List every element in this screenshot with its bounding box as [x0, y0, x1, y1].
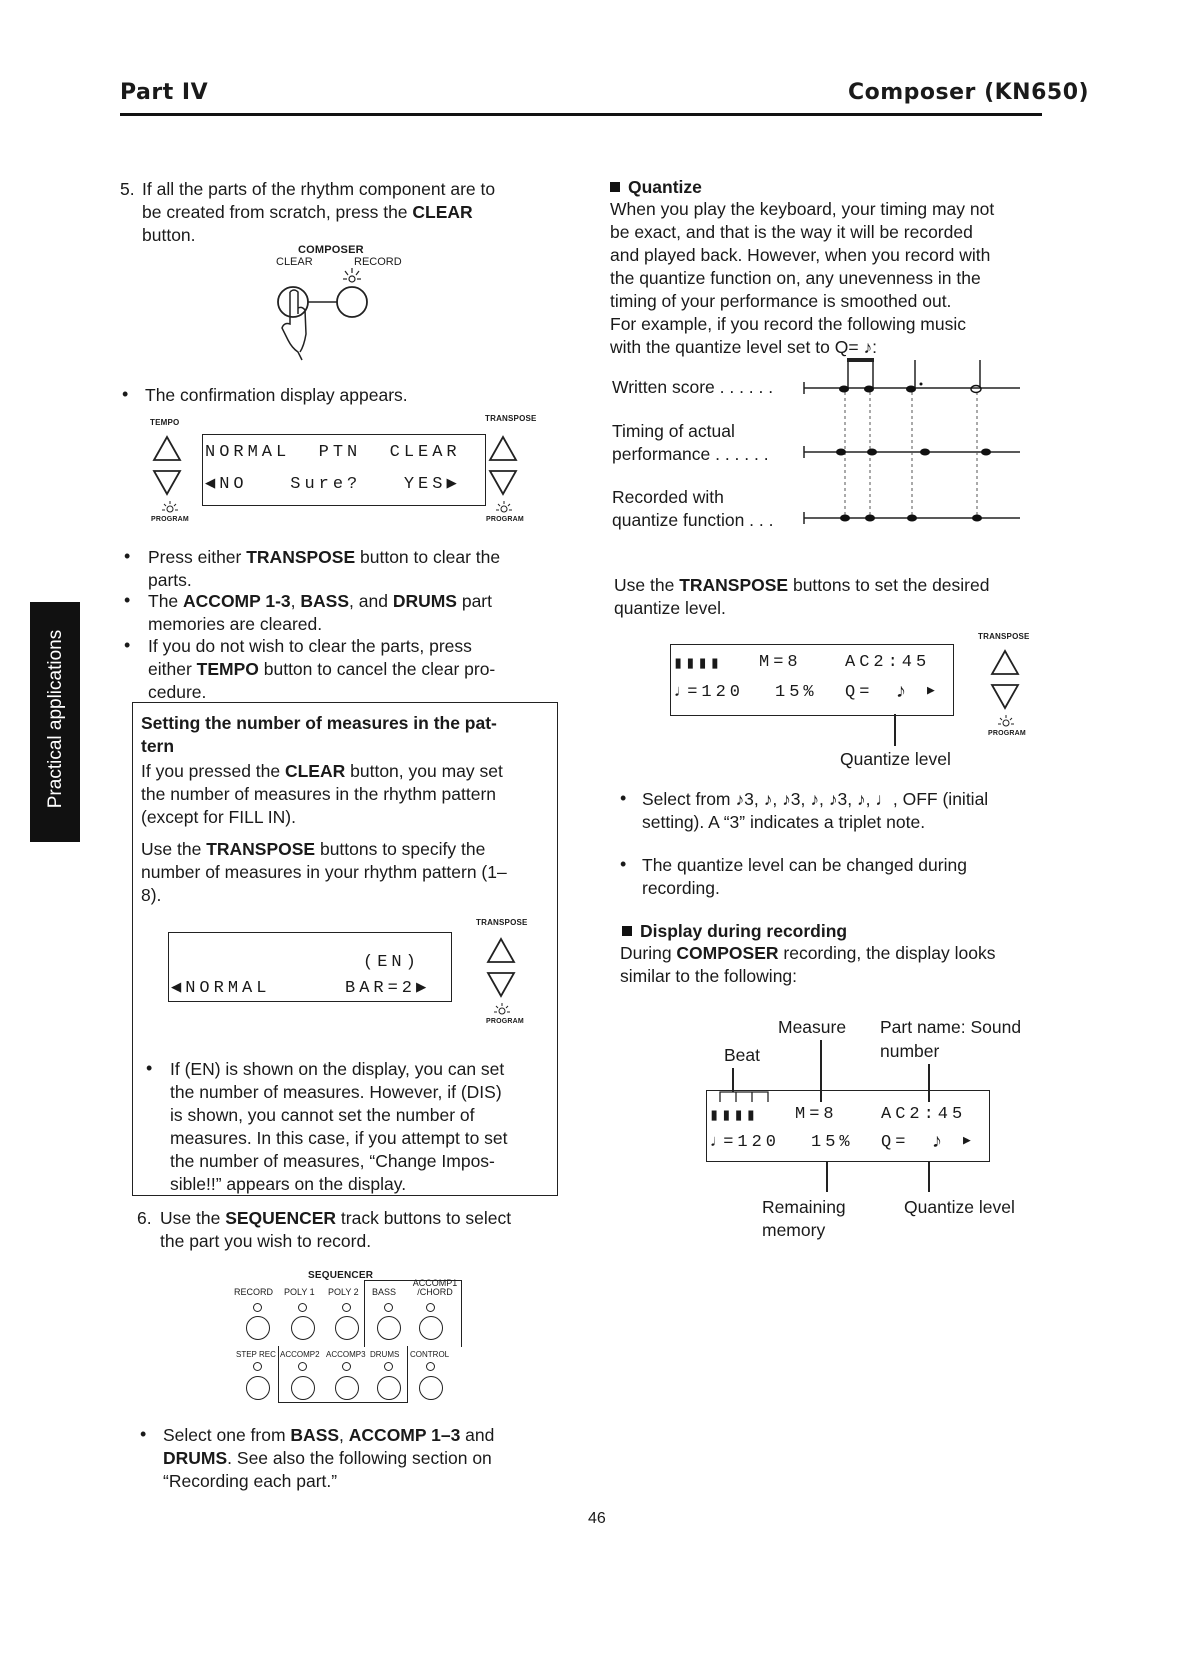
seq-button-poly2[interactable] [335, 1316, 359, 1340]
use-transpose-l2: quantize level. [614, 598, 726, 618]
box-bullet-l4: measures. In this case, if you attempt to set [170, 1128, 508, 1148]
lcd-measures [168, 932, 452, 1002]
seq-label: POLY 1 [284, 1287, 315, 1297]
text: During [620, 943, 677, 963]
program-right-label: PROGRAM [486, 516, 524, 523]
drums-word: DRUMS [163, 1448, 228, 1468]
text: If you pressed the [141, 761, 285, 781]
step5-num: 5. [120, 179, 135, 199]
clear-label: CLEAR [276, 256, 313, 268]
bullet: • [122, 384, 129, 404]
step6-line1 [160, 1207, 511, 1230]
lcd-line2b: BAR=2▶ [345, 979, 431, 998]
transpose-word: TRANSPOSE [246, 547, 356, 567]
seq-label: ACCOMP2 [280, 1350, 320, 1359]
seq-led [426, 1303, 435, 1312]
qlevel-pointer [928, 1162, 930, 1192]
bass-word: BASS [290, 1425, 340, 1445]
transpose-word: TRANSPOSE [679, 575, 789, 595]
lcd-part: AC2:45 [845, 653, 931, 672]
seq-led [253, 1303, 262, 1312]
sequencer-label: SEQUENCER [308, 1270, 374, 1281]
quantize-l2: be exact, and that is the way it will be recorded [610, 222, 973, 242]
seq-button-accomp2[interactable] [291, 1376, 315, 1400]
text: button to clear the [355, 547, 501, 567]
page-number: 46 [588, 1510, 606, 1527]
seq-led [253, 1362, 262, 1371]
box-bullet-l6: sible!!” appears on the display. [170, 1174, 407, 1194]
bullet: • [124, 546, 131, 566]
measure-label: Measure [778, 1017, 847, 1037]
seq-button-bass[interactable] [377, 1316, 401, 1340]
text: , [339, 1425, 349, 1445]
composer-buttons-figure [270, 262, 400, 362]
seq-led [342, 1303, 351, 1312]
seq-led [342, 1362, 351, 1371]
text: track buttons to select [336, 1208, 512, 1228]
program-label: PROGRAM [988, 730, 1026, 737]
box-p2-line2: number of measures in your rhythm pattern (1– [141, 862, 507, 882]
display-l1 [620, 942, 995, 965]
quantize-l3: and played back. However, when you record with [610, 245, 991, 265]
seq-label: ACCOMP1 /CHORD [412, 1278, 458, 1297]
transpose-label: TRANSPOSE [476, 918, 528, 927]
seq-label: CONTROL [410, 1350, 450, 1359]
display-l2: similar to the following: [620, 966, 798, 986]
bullet: • [140, 1424, 147, 1444]
side-tab-label: Practical applications [45, 629, 66, 809]
seq-label: BASS [372, 1287, 397, 1297]
seq-led [298, 1303, 307, 1312]
lcd-arrow-icon: ▶ [963, 1133, 975, 1148]
transpose-up-icon[interactable] [488, 434, 518, 464]
bullet4-line2 [163, 1447, 492, 1470]
transpose-up-icon[interactable] [486, 936, 516, 966]
lcd-line1: (EN) [363, 953, 420, 972]
bullet1-line2: parts. [148, 570, 192, 590]
lcd-line1: NORMAL PTN CLEAR [205, 443, 461, 462]
tempo-up-icon[interactable] [152, 434, 182, 464]
lcd-beats: ▮▮▮▮ [709, 1107, 758, 1126]
quantize-l5: timing of your performance is smoothed out. [610, 291, 952, 311]
program-left-icon [160, 500, 180, 516]
box-p1-line1 [141, 760, 503, 783]
seq-label: ACCOMP3 [326, 1350, 366, 1359]
text: Use the [141, 839, 207, 859]
step5-line3: button. [142, 225, 196, 245]
tempo-word: TEMPO [196, 659, 259, 679]
header-title: Composer (KN650) [848, 80, 1090, 105]
lcd-beats: ▮▮▮▮ [673, 655, 722, 674]
seq-led [384, 1303, 393, 1312]
quantize-title: Quantize [628, 177, 702, 197]
quantize-l1: When you play the keyboard, your timing may not [610, 199, 995, 219]
text: recording, the display looks [778, 943, 996, 963]
drums-word: DRUMS [392, 591, 457, 611]
change-l1: The quantize level can be changed during [642, 855, 967, 875]
step5-line2 [142, 201, 473, 224]
quantize-l4: the quantize function on, any unevenness in the [610, 268, 981, 288]
clear-word: CLEAR [284, 761, 346, 781]
lcd-memory: 15% [811, 1133, 854, 1152]
step6-line2: the part you wish to record. [160, 1231, 372, 1251]
text: be created from scratch, press the [142, 202, 413, 222]
transpose-down-icon[interactable] [990, 682, 1020, 712]
text: buttons to specify the [315, 839, 486, 859]
quantize-pointer [894, 714, 896, 746]
select-l1: Select from ♪3, ♪, ♪3, ♪, ♪3, ♪, ♩, OFF (initial [642, 789, 989, 809]
text: Press either [148, 547, 247, 567]
lcd-tempo: ♩=120 [709, 1133, 781, 1152]
bullet4-line3: “Recording each part.” [163, 1471, 338, 1491]
composer-word: COMPOSER [676, 943, 779, 963]
seq-button-steprec[interactable] [246, 1376, 270, 1400]
seq-button-drums[interactable] [377, 1376, 401, 1400]
lcd-tempo: ♩=120 [673, 683, 745, 702]
bullet: • [620, 788, 627, 808]
bullet1-line1 [148, 546, 500, 569]
box-bullet-l3: is shown, you cannot set the number of [170, 1105, 475, 1125]
bullet2-line2: memories are cleared. [148, 614, 323, 634]
text: part [456, 591, 493, 611]
bullet3-line1: If you do not wish to clear the parts, press [148, 636, 472, 656]
select-l2: setting). A “3” indicates a triplet note. [642, 812, 926, 832]
beat-pointer [732, 1068, 734, 1092]
timing-actual-2: performance . . . . . . [612, 444, 769, 464]
seq-led [298, 1362, 307, 1371]
box-title-line1: Setting the number of measures in the pat- [141, 713, 497, 733]
timing-recorded-2: quantize function . . . [612, 510, 774, 530]
transpose-down-icon[interactable] [488, 468, 518, 498]
lcd-recording [706, 1090, 990, 1162]
bullet3-line2 [148, 658, 495, 681]
text: Use the [614, 575, 680, 595]
clear-word: CLEAR [412, 202, 473, 222]
lcd-q: Q= [881, 1133, 910, 1152]
bullet: • [124, 635, 131, 655]
text: either [148, 659, 197, 679]
bullet3-line3: cedure. [148, 682, 207, 702]
lcd-part: AC2:45 [881, 1105, 967, 1124]
beat-label: Beat [724, 1045, 760, 1065]
seq-button-accomp3[interactable] [335, 1376, 359, 1400]
seq-label: DRUMS [370, 1350, 400, 1359]
header-rule [120, 113, 1042, 116]
lcd-line2a: ◀NORMAL [171, 979, 271, 998]
box-bullet-l2: the number of measures. However, if (DIS) [170, 1082, 502, 1102]
bass-word: BASS [300, 591, 350, 611]
lcd-quantize [670, 644, 954, 716]
timing-recorded-1: Recorded with [612, 487, 724, 507]
composer-label: COMPOSER [298, 244, 364, 256]
bullet: • [124, 590, 131, 610]
confirm-text: The confirmation display appears. [145, 385, 408, 405]
text: Select one from [163, 1425, 291, 1445]
seq-label: STEP REC [236, 1350, 276, 1359]
lcd-measure: M=8 [795, 1105, 838, 1124]
sequencer-word: SEQUENCER [225, 1208, 337, 1228]
program-label: PROGRAM [486, 1018, 524, 1025]
accomp-word: ACCOMP 1-3 [183, 591, 291, 611]
seq-bracket-top [364, 1280, 462, 1347]
text: button to cancel the clear pro- [258, 659, 496, 679]
timing-written: Written score . . . . . . [612, 377, 774, 397]
program-left-label: PROGRAM [151, 516, 189, 523]
transpose-label: TRANSPOSE [485, 414, 537, 423]
text: , and [349, 591, 393, 611]
display-square-icon [622, 926, 632, 936]
seq-label: RECORD [234, 1287, 274, 1297]
step5-line1: If all the parts of the rhythm component are to [142, 179, 496, 199]
timing-actual-1: Timing of actual [612, 421, 735, 441]
box-p2-line3: 8). [141, 885, 162, 905]
bullet4-line1 [163, 1424, 494, 1447]
tempo-down-icon[interactable] [152, 468, 182, 498]
bullet: • [146, 1058, 153, 1078]
lcd-confirm [202, 434, 486, 506]
qlevel-label: Quantize level [904, 1197, 1015, 1217]
seq-button-accomp1[interactable] [419, 1316, 443, 1340]
bullet: • [620, 854, 627, 874]
accomp-word: ACCOMP 1–3 [348, 1425, 461, 1445]
quantize-level-label: Quantize level [840, 749, 951, 769]
seq-led [426, 1362, 435, 1371]
text: and [460, 1425, 495, 1445]
part-label: Part name: Sound [880, 1017, 1022, 1037]
memory-pointer [826, 1162, 828, 1192]
text: buttons to set the desired [788, 575, 990, 595]
box-title-line2: tern [141, 736, 175, 756]
lcd-arrow-icon: ▶ [927, 683, 939, 698]
box-bullet-l5: the number of measures, “Change Impos- [170, 1151, 495, 1171]
transpose-up-icon[interactable] [990, 648, 1020, 678]
remaining-label: Remaining [762, 1197, 846, 1217]
quantize-l6: For example, if you record the following music [610, 314, 966, 334]
seq-button-poly1[interactable] [291, 1316, 315, 1340]
text: The [148, 591, 184, 611]
program-right-icon [494, 500, 514, 516]
text: , [290, 591, 301, 611]
transpose-word: TRANSPOSE [206, 839, 316, 859]
box-p1-line2: the number of measures in the rhythm pattern [141, 784, 497, 804]
record-label: RECORD [354, 256, 402, 268]
box-bullet-l1: If (EN) is shown on the display, you can set [170, 1059, 505, 1079]
display-title: Display during recording [640, 921, 848, 941]
use-transpose-l1 [614, 574, 989, 597]
program-icon [996, 714, 1016, 730]
lcd-note-icon: ♪ [931, 1131, 948, 1154]
tempo-label: TEMPO [150, 418, 180, 427]
number-label: number [880, 1041, 940, 1061]
quantize-l7: with the quantize level set to Q= ♪: [610, 337, 878, 357]
lcd-measure: M=8 [759, 653, 802, 672]
text: button, you may set [345, 761, 503, 781]
seq-label: POLY 2 [328, 1287, 359, 1297]
seq-button-control[interactable] [419, 1376, 443, 1400]
seq-button-record[interactable] [246, 1316, 270, 1340]
lcd-q: Q= [845, 683, 874, 702]
lcd-note-icon: ♪ [895, 681, 912, 704]
memory-label: memory [762, 1220, 826, 1240]
text: . See also the following section on [227, 1448, 492, 1468]
lcd-line2: ◀NO Sure? YES▶ [205, 475, 461, 494]
quantize-square-icon [610, 182, 620, 192]
seq-led [384, 1362, 393, 1371]
program-icon [492, 1002, 512, 1018]
box-p2-line1 [141, 838, 485, 861]
change-l2: recording. [642, 878, 720, 898]
header-part: Part IV [120, 80, 209, 105]
step6-num: 6. [137, 1208, 152, 1228]
transpose-down-icon[interactable] [486, 970, 516, 1000]
text: Use the [160, 1208, 226, 1228]
timing-diagram [800, 356, 1030, 526]
lcd-memory: 15% [775, 683, 818, 702]
transpose-label: TRANSPOSE [978, 632, 1030, 641]
bullet2-line1 [148, 590, 492, 613]
side-tab [30, 602, 80, 842]
box-p1-line3: (except for FILL IN). [141, 807, 296, 827]
